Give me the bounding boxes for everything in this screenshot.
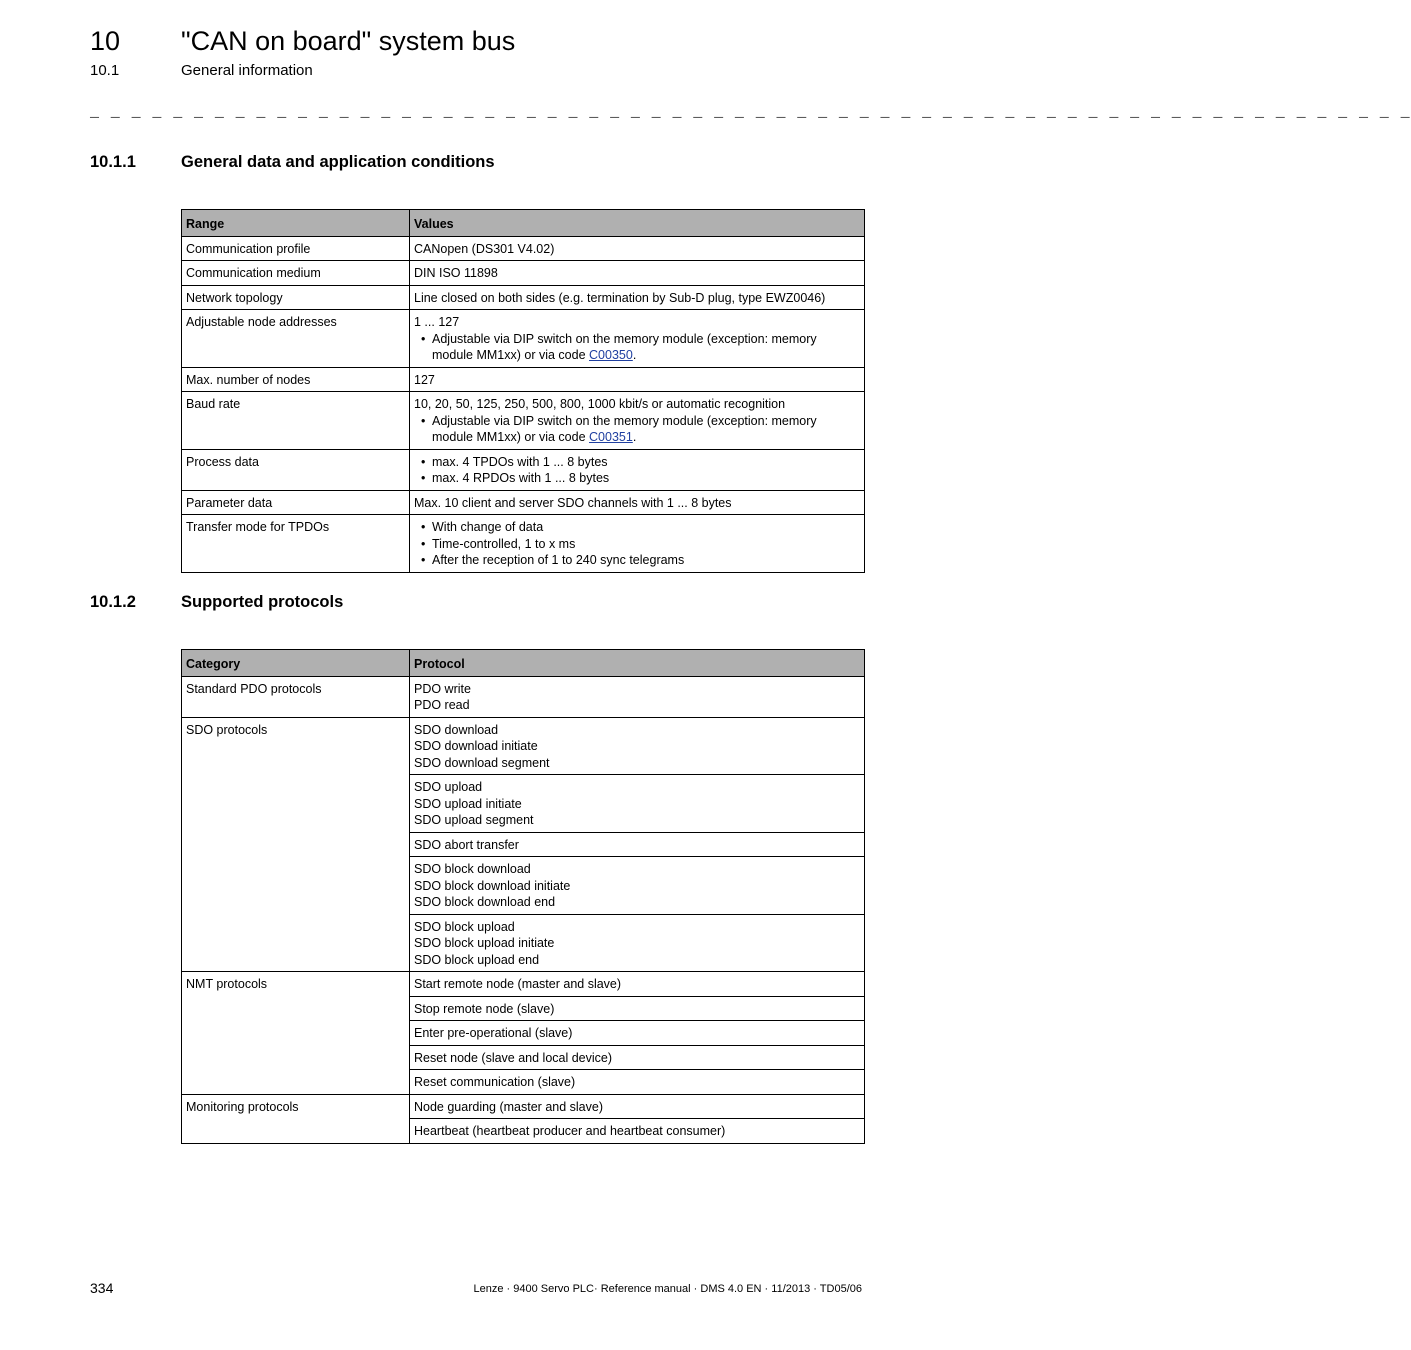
value-cell bbox=[410, 367, 865, 392]
protocol-name: Enter pre-operational (slave) bbox=[414, 1026, 573, 1040]
table-header-row bbox=[182, 210, 865, 237]
value-text: CANopen (DS301 V4.02) bbox=[414, 241, 555, 256]
section-title: General information bbox=[181, 62, 313, 79]
protocols-table bbox=[181, 649, 865, 1144]
protocol-name: SDO block download end bbox=[414, 895, 556, 909]
protocol-cell bbox=[410, 914, 865, 972]
table-row bbox=[182, 490, 865, 515]
protocol-cell bbox=[410, 1119, 865, 1144]
protocol-cell bbox=[410, 857, 865, 915]
protocol-name: SDO download initiate bbox=[414, 739, 538, 753]
column-header-protocol: Protocol bbox=[410, 650, 865, 677]
value-cell bbox=[410, 285, 865, 310]
protocol-name: SDO block download initiate bbox=[414, 878, 571, 893]
value-cell bbox=[410, 392, 865, 450]
value-text: Line closed on both sides (e.g. termination by Sub-D plug, type EWZ0046) bbox=[414, 290, 826, 305]
footer-doc-info: Lenze · 9400 Servo PLC· Reference manual · DMS 4.0 EN · 11/2013 · TD05/06 bbox=[473, 1283, 862, 1295]
protocol-cell bbox=[410, 1094, 865, 1119]
protocol-cell bbox=[410, 1021, 865, 1046]
bullet-item bbox=[421, 331, 860, 364]
bullet-item: • max. 4 RPDOs with 1 ... 8 bytes bbox=[421, 470, 860, 487]
protocol-name: Heartbeat (heartbeat producer and heartbeat consumer) bbox=[414, 1124, 726, 1138]
column-header-values: Values bbox=[410, 210, 865, 237]
code-link[interactable]: C00350 bbox=[589, 348, 633, 362]
protocol-cell bbox=[410, 832, 865, 857]
value-text: 1 ... 127 bbox=[414, 315, 460, 329]
protocol-name: SDO download bbox=[414, 722, 499, 737]
range-cell: Process data bbox=[182, 449, 410, 490]
general-data-table bbox=[181, 209, 865, 573]
protocol-cell bbox=[410, 996, 865, 1021]
code-link[interactable]: C00351 bbox=[589, 430, 633, 444]
protocol-cell bbox=[410, 717, 865, 775]
subsection-2-number: 10.1.2 bbox=[90, 593, 136, 611]
bullet-list bbox=[414, 413, 860, 446]
protocol-name: SDO upload initiate bbox=[414, 796, 522, 811]
bullet-item: • With change of data bbox=[421, 519, 860, 536]
protocol-name: SDO abort transfer bbox=[414, 837, 519, 852]
range-cell: Transfer mode for TPDOs bbox=[182, 515, 410, 573]
bullet-list bbox=[414, 454, 860, 487]
protocol-name: SDO block upload end bbox=[414, 952, 540, 967]
bullet-item: • Time-controlled, 1 to x ms bbox=[421, 536, 860, 553]
table-row bbox=[182, 310, 865, 368]
table-row bbox=[182, 392, 865, 450]
protocol-cell bbox=[410, 676, 865, 717]
value-text: Max. 10 client and server SDO channels with 1 ... 8 bytes bbox=[414, 495, 732, 510]
bullet-text: Adjustable via DIP switch on the memory module (exception: memory module MM1xx) or via code bbox=[432, 331, 817, 362]
value-cell bbox=[410, 261, 865, 286]
range-cell: Baud rate bbox=[182, 392, 410, 450]
table-row bbox=[182, 236, 865, 261]
value-cell bbox=[410, 236, 865, 261]
value-text: 127 bbox=[414, 372, 435, 387]
bullet-text-end: . bbox=[632, 430, 637, 444]
general-data-table-body bbox=[182, 236, 865, 572]
table-row bbox=[182, 972, 865, 997]
category-cell: SDO protocols bbox=[182, 717, 410, 972]
protocol-name: SDO download segment bbox=[414, 755, 550, 770]
page-number: 334 bbox=[90, 1280, 114, 1296]
column-header-category: Category bbox=[182, 650, 410, 677]
table-row bbox=[182, 261, 865, 286]
protocol-name: PDO write bbox=[414, 681, 471, 696]
range-cell: Communication profile bbox=[182, 236, 410, 261]
category-cell: Monitoring protocols bbox=[182, 1094, 410, 1143]
bullet-item bbox=[421, 413, 860, 446]
protocol-name: PDO read bbox=[414, 698, 470, 712]
category-cell: Standard PDO protocols bbox=[182, 676, 410, 717]
bullet-item: • After the reception of 1 to 240 sync telegrams bbox=[421, 552, 860, 569]
table-row bbox=[182, 515, 865, 573]
protocol-name: Start remote node (master and slave) bbox=[414, 977, 622, 991]
value-text: DIN ISO 11898 bbox=[414, 266, 498, 280]
range-cell: Network topology bbox=[182, 285, 410, 310]
protocol-cell bbox=[410, 1070, 865, 1095]
protocol-name: Reset communication (slave) bbox=[414, 1075, 576, 1089]
protocol-name: SDO block upload initiate bbox=[414, 936, 555, 950]
table-row bbox=[182, 367, 865, 392]
protocol-name: SDO upload segment bbox=[414, 813, 534, 827]
bullet-text: Adjustable via DIP switch on the memory module (exception: memory module MM1xx) or via code bbox=[432, 413, 817, 444]
value-cell bbox=[410, 449, 865, 490]
range-cell: Adjustable node addresses bbox=[182, 310, 410, 368]
bullet-list bbox=[414, 519, 860, 569]
protocol-name: SDO block upload bbox=[414, 919, 515, 934]
range-cell: Max. number of nodes bbox=[182, 367, 410, 392]
chapter-title: "CAN on board" system bus bbox=[181, 26, 516, 56]
table-header-row bbox=[182, 650, 865, 677]
value-cell bbox=[410, 490, 865, 515]
column-header-range: Range bbox=[182, 210, 410, 237]
protocol-name: SDO upload bbox=[414, 780, 483, 794]
category-cell: NMT protocols bbox=[182, 972, 410, 1095]
value-cell bbox=[410, 310, 865, 368]
chapter-number: 10 bbox=[90, 26, 121, 56]
bullet-list bbox=[414, 331, 860, 364]
header-divider: _ _ _ _ _ _ _ _ _ _ _ _ _ _ _ _ _ _ _ _ _ _ _ _ _ _ _ _ _ _ _ _ _ _ _ _ _ _ _ _ _ _ _ _ _ _ _ _ _ _ _ _ _ _ _ _ _ _ _ _ _ _ _ _ bbox=[90, 104, 1411, 121]
protocol-name: Node guarding (master and slave) bbox=[414, 1099, 603, 1114]
subsection-1-title: General data and application conditions bbox=[181, 153, 495, 171]
bullet-item: • max. 4 TPDOs with 1 ... 8 bytes bbox=[421, 454, 860, 471]
bullet-text-end: . bbox=[632, 348, 637, 362]
protocol-name: Stop remote node (slave) bbox=[414, 1001, 555, 1016]
protocols-table-body bbox=[182, 676, 865, 1143]
value-cell bbox=[410, 515, 865, 573]
section-number: 10.1 bbox=[90, 62, 120, 79]
table-row bbox=[182, 676, 865, 717]
table-row bbox=[182, 717, 865, 775]
protocol-cell bbox=[410, 1045, 865, 1070]
table-row bbox=[182, 1094, 865, 1119]
table-row bbox=[182, 449, 865, 490]
protocol-cell bbox=[410, 775, 865, 833]
protocol-cell bbox=[410, 972, 865, 997]
table-row bbox=[182, 285, 865, 310]
protocol-name: SDO block download bbox=[414, 862, 531, 876]
subsection-2-title: Supported protocols bbox=[181, 593, 344, 611]
range-cell: Communication medium bbox=[182, 261, 410, 286]
protocol-name: Reset node (slave and local device) bbox=[414, 1050, 613, 1065]
range-cell: Parameter data bbox=[182, 490, 410, 515]
value-text: 10, 20, 50, 125, 250, 500, 800, 1000 kbit/s or automatic recognition bbox=[414, 397, 786, 411]
subsection-1-number: 10.1.1 bbox=[90, 153, 136, 171]
